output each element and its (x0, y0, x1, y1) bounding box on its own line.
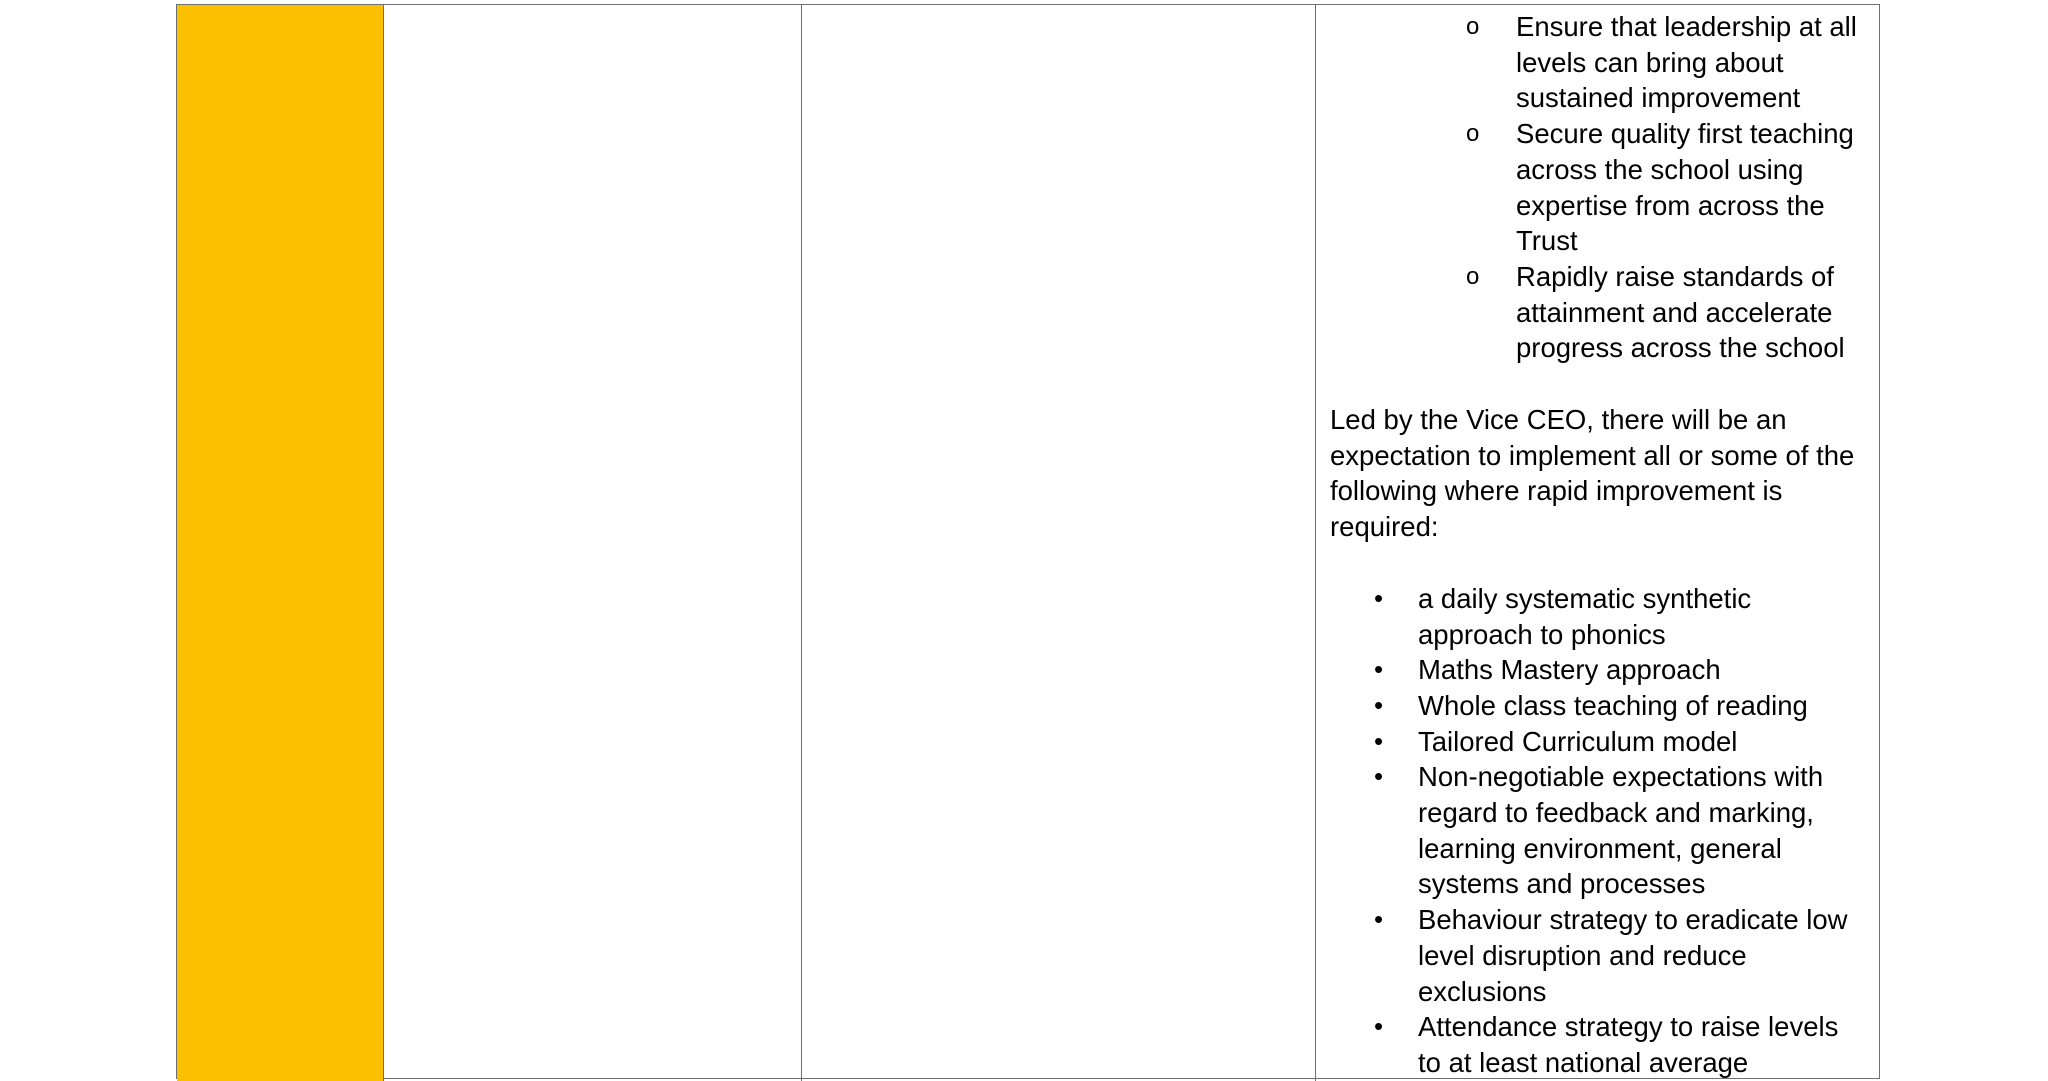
list-item: • Non-negotiable expectations with regard to feedback and marking, learning environment, general systems and processes (1374, 761, 1824, 900)
rag-color-cell (177, 5, 384, 1081)
bullet-icon: • (1374, 654, 1384, 685)
list-item: • Behaviour strategy to eradicate low level disruption and reduce exclusions (1374, 904, 1848, 1007)
actions-cell (1316, 5, 1881, 1081)
hollow-circle-icon: o (1466, 120, 1480, 148)
list-item: • a daily systematic synthetic approach to phonics (1374, 582, 1752, 650)
intro-paragraph: Led by the Vice CEO, there will be an expectation to implement all or some of the following where rapid improvement is required: (1330, 404, 1855, 543)
bullet-icon: • (1374, 761, 1384, 792)
list-item: • Attendance strategy to raise levels to at least national average (1374, 1011, 1839, 1078)
bullet-icon: • (1374, 904, 1384, 935)
bullet-icon: • (1374, 582, 1384, 613)
hollow-circle-icon: o (1466, 13, 1480, 40)
list-item: • Maths Mastery approach (1330, 652, 1867, 688)
empty-cell-3 (802, 5, 1316, 1081)
list-item: • Whole class teaching of reading (1330, 688, 1867, 724)
bullet-icon: • (1374, 725, 1384, 756)
list-item: o Ensure that leadership at all levels can bring about sustained improvement (1466, 11, 1857, 114)
bullet-icon: • (1374, 689, 1384, 720)
list-item: o Rapidly raise standards of attainment and accelerate progress across the school (1466, 260, 1845, 364)
document-table (176, 4, 1880, 1079)
list-item: • Tailored Curriculum model (1330, 724, 1867, 760)
hollow-circle-icon: o (1466, 262, 1480, 290)
sub-bullet-list (1330, 9, 1867, 366)
bullet-icon: • (1374, 1011, 1384, 1042)
bullet-list (1330, 581, 1867, 1081)
list-item: o Secure quality first teaching across the school using expertise from across the Trust (1466, 118, 1854, 257)
empty-cell-2 (384, 5, 802, 1081)
